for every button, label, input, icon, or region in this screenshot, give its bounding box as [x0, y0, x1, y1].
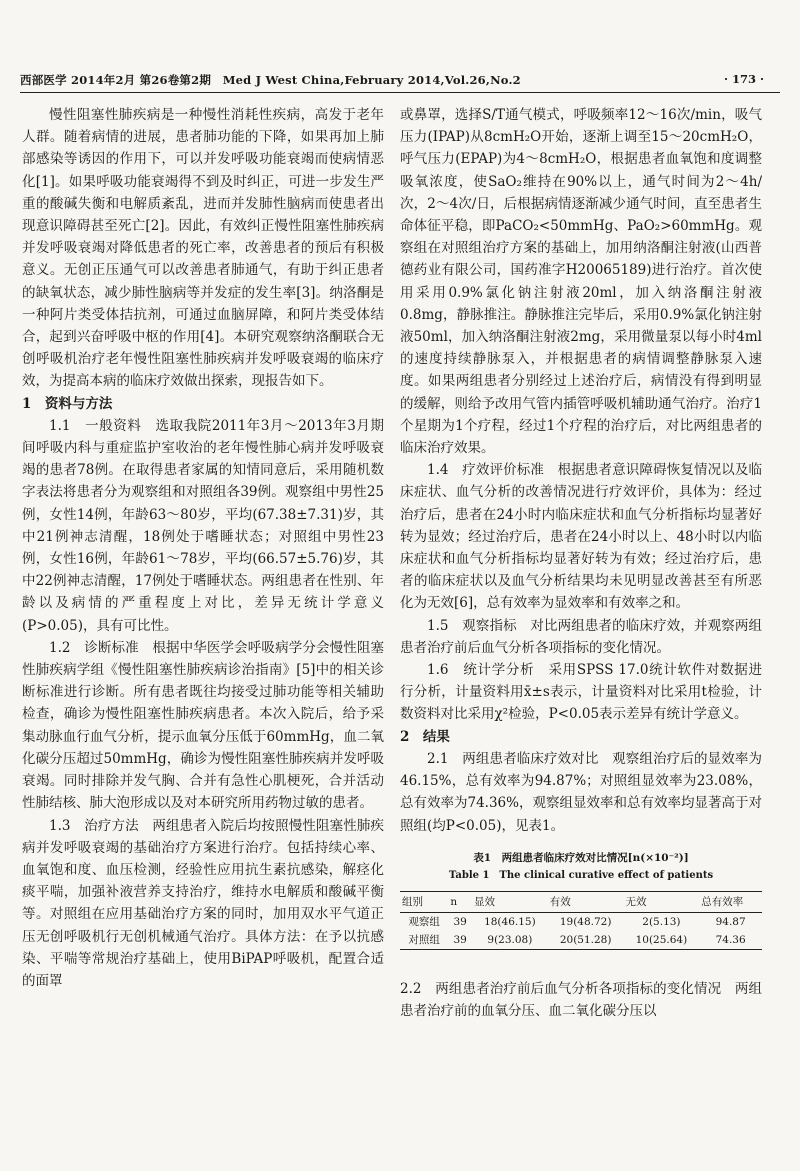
- paragraph: 2.2 两组患者治疗前后血气分析各项指标的变化情况 两组患者治疗前的血氧分压、血二氧化碳分压以: [400, 980, 762, 1019]
- table-cell: 对照组: [400, 931, 448, 950]
- table-cell: 74.36: [699, 931, 762, 950]
- section-heading: 2 结果: [400, 728, 450, 745]
- table-row: [400, 931, 762, 950]
- table-header-cell: n: [448, 891, 472, 912]
- paragraph: 1.6 统计学分析 采用SPSS 17.0统计软件对数据进行分析，计量资料用x̄±s表示，计量资料对比采用t检验，计数资料对比采用χ²检验，P<0.05表示差异有统计学意义。: [400, 662, 762, 723]
- table-header-cell: 有效: [548, 891, 624, 912]
- paragraph: 1.2 诊断标准 根据中华医学会呼吸病学分会慢性阻塞性肺疾病学组《慢性阻塞性肺疾病诊治指南》[5]中的相关诊断标准进行诊断。所有患者既往均接受过肺功能等相关辅助检查，确诊为慢性阻塞性肺疾病患者。本次入院后，给予采集动脉血行血气分析，提示血氧分压低于60mmHg，血二氧化碳分压超过50mmHg，确诊为慢性阻塞性肺疾病并发呼吸衰竭。同时排除并发气胸、合并有急性心肌梗死，合并活动性肺结核、肺大泡形成以及对本研究所用药物过敏的患者。: [22, 639, 384, 812]
- header-rule: [20, 92, 780, 93]
- table-cell: 10(25.64): [624, 931, 700, 950]
- table-cell: 94.87: [715, 915, 746, 928]
- table-cell: 20(51.28): [548, 931, 624, 950]
- table-cell: 39: [453, 915, 467, 928]
- table-header-cell: 无效: [624, 891, 700, 912]
- table-title-en: Table 1 The clinical curative effect of patients: [448, 869, 714, 881]
- table-header-row: [400, 891, 762, 912]
- paragraph: 2.1 两组患者临床疗效对比 观察组治疗后的显效率为46.15%，总有效率为94.87%；对照组显效率为23.08%，总有效率为74.36%，观察组显效率和总有效率均显著高于对照组(均P<0.05)，见表1。: [400, 750, 762, 834]
- table-header-cell: 组别: [400, 891, 448, 912]
- journal-citation: 西部医学 2014年2月 第26卷第2期 Med J West China,February 2014,Vol.26,No.2: [20, 73, 521, 87]
- paragraph: 1.3 治疗方法 两组患者入院后均按照慢性阻塞性肺疾病并发呼吸衰竭的基础治疗方案进行治疗。包括持续心率、血氧饱和度、血压检测，经验性应用抗生素抗感染，解痉化痰平喘，加强补液营养支持治疗，维持水电解质和酸碱平衡等。对照组在应用基础治疗方案的同时，加用双水平气道正压无创呼吸机行无创机械通气治疗。具体方法：在予以抗感染、平喘等常规治疗基础上，使用BiPAP呼吸机，配置合适的面罩: [22, 817, 384, 989]
- table-title: 表1 两组患者临床疗效对比情况[n(×10⁻²)]: [473, 851, 689, 864]
- table-cell: 观察组: [408, 915, 440, 928]
- intro-paragraph: 慢性阻塞性肺疾病是一种慢性消耗性疾病，高发于老年人群。随着病情的进展，患者肺功能的下降，如果再加上肺部感染等诱因的作用下，可以并发呼吸功能衰竭而使病情恶化[1]。如果呼吸功能衰竭得不到及时纠正，可进一步发生严重的酸碱失衡和电解质紊乱，进而并发肺性脑病而使患者出现意识障碍甚至死亡[2]。因此，有效纠正慢性阻塞性肺疾病并发呼吸衰竭对降低患者的死亡率，改善患者的预后有积极意义。无创正压通气可以改善患者肺通气，有助于纠正患者的缺氧状态，减少肺性脑病等并发症的发生率[3]。纳洛酮是一种阿片类受体拮抗剂，可通过血脑屏障，和阿片类受体结合，起到兴奋呼吸中枢的作用[4]。本研究观察纳洛酮联合无创呼吸机治疗老年慢性阻塞性肺疾病并发呼吸衰竭的临床疗效，为提高本病的临床疗效做出探索，现报告如下。: [22, 107, 384, 390]
- page-number: · 173 ·: [723, 72, 764, 86]
- table-cell: 39: [448, 931, 472, 950]
- table-cell: 19(48.72): [559, 915, 612, 928]
- left-column: [22, 104, 384, 992]
- running-header: [20, 68, 780, 90]
- right-column: [400, 104, 762, 1022]
- table-cell: 18(46.15): [484, 915, 536, 928]
- results-table: [400, 891, 762, 950]
- paragraph: 1.4 疗效评价标准 根据患者意识障碍恢复情况以及临床症状、血气分析的改善情况进行疗效评价，具体为：经过治疗后，患者在24小时内临床症状和血气分析指标均显著好转为显效；经过治疗后，患者在24小时以上、48小时以内临床症状和血气分析指标均显著好转为有效；经过治疗后，患者的临床症状以及血气分析结果均未见明显改善甚至有所恶化为无效[6]，总有效率为显效率和有效率之和。: [400, 462, 762, 612]
- paragraph: 1.5 观察指标 对比两组患者的临床疗效，并观察两组患者治疗前后血气分析各项指标的变化情况。: [400, 617, 762, 656]
- table-row: [400, 912, 762, 931]
- table-header-cell: 总有效率: [699, 891, 762, 912]
- table-cell: 9(23.08): [472, 931, 548, 950]
- table-cell: 2(5.13): [642, 915, 681, 928]
- section-heading: 1 资料与方法: [22, 395, 113, 412]
- paragraph: 或鼻罩，选择S/T通气模式，呼吸频率12～16次/min，吸气压力(IPAP)从8cmH₂O开始，逐渐上调至15～20cmH₂O，呼气压力(EPAP)为4～8cmH₂O，根据患者血氧饱和度调整吸氧浓度，使SaO₂维持在90%以上，通气时间为2～4h/次，2～4次/日，后根据病情逐渐减少通气时间，直至患者生命体征平稳，即PaCO₂<50mmHg、PaO₂>60mmHg。观察组在对照组治疗方案的基础上，加用纳洛酮注射液(山西普德药业有限公司，国药准字H20065189)进行治疗。首次使用采用0.9%氯化钠注射液20ml，加入纳洛酮注射液0.8mg，静脉推注。静脉推注完毕后，采用0.9%氯化钠注射液50ml，加入纳洛酮注射液2mg，采用微量泵以每小时4ml的速度持续静脉泵入，并根据患者的病情调整静脉泵入速度。如果两组患者分别经过上述治疗后，病情没有得到明显的缓解，则给予改用气管内插管呼吸机辅助通气治疗。治疗1个星期为1个疗程，经过1个疗程的治疗后，对比两组患者的临床治疗效果。: [400, 107, 762, 457]
- table-header-cell: 显效: [472, 891, 548, 912]
- paragraph: 1.1 一般资料 选取我院2011年3月～2013年3月期间呼吸内科与重症监护室收治的老年慢性肺心病并发呼吸衰竭的患者78例。在取得患者家属的知情同意后，采用随机数字表法将患者分为观察组和对照组各39例。观察组中男性25例，女性14例，年龄63～80岁，平均(67.38±7.31)岁，其中21例神志清醒，18例处于嗜睡状态；对照组中男性23例，女性16例，年龄61～78岁，平均(66.57±5.76)岁，其中22例神志清醒，17例处于嗜睡状态。两组患者在性别、年龄以及病情的严重程度上对比，差异无统计学意义(P>0.05)，具有可比性。: [22, 417, 384, 634]
